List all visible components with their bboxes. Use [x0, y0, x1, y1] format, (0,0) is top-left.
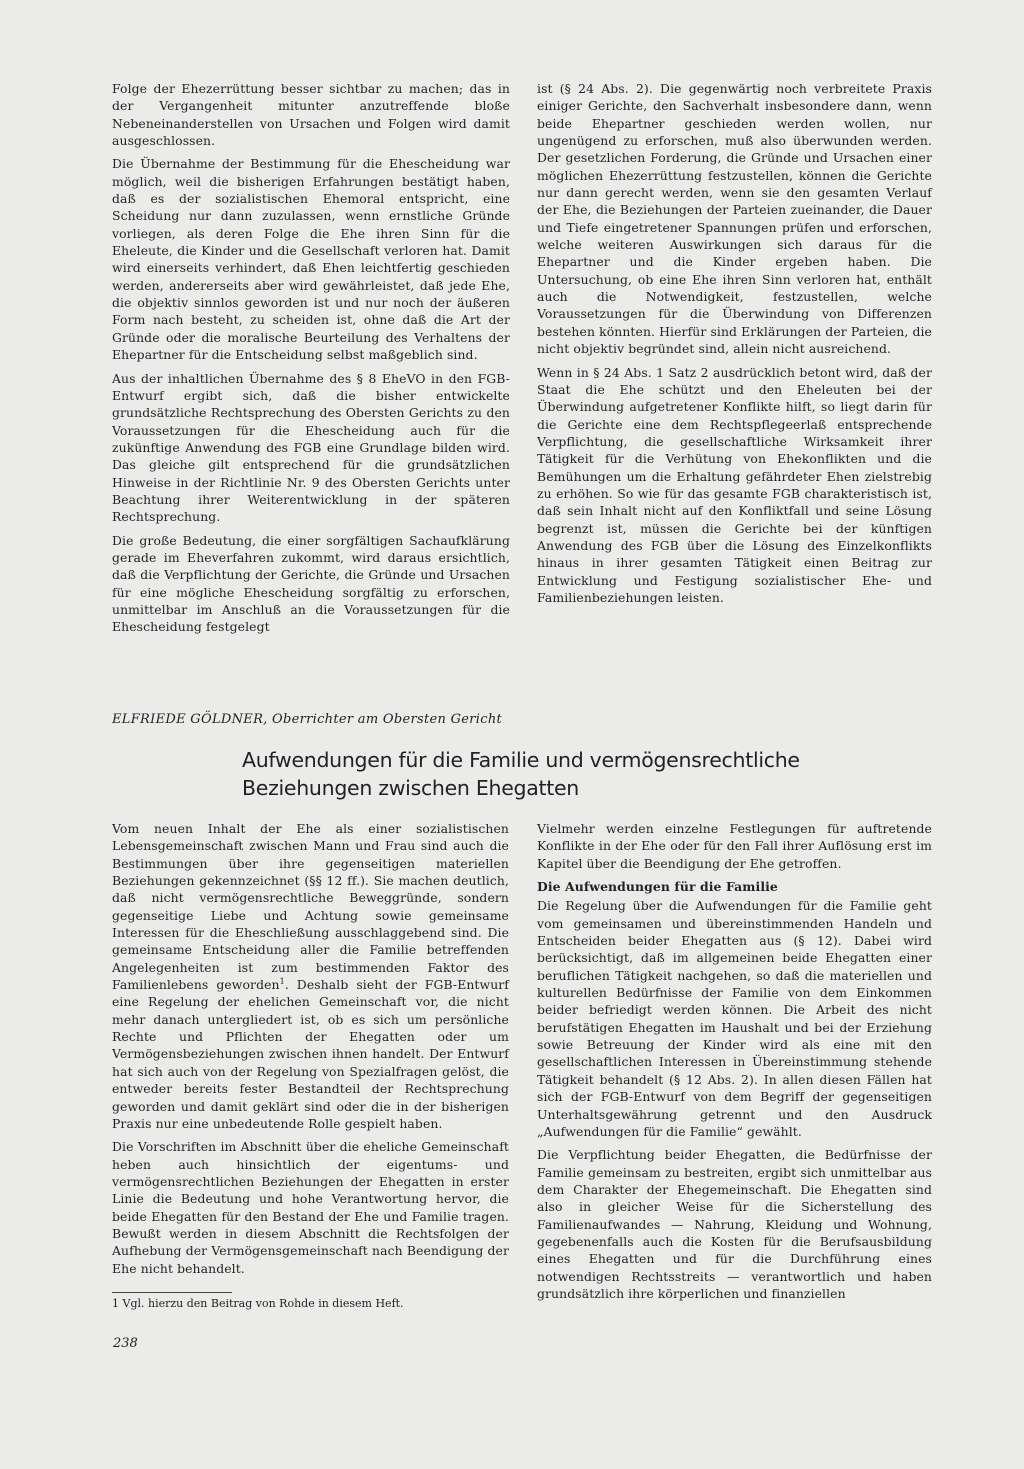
- paragraph-text: Vom neuen Inhalt der Ehe als einer sozialistischen Lebensgemeinschaft zwischen Mann und Frau sind auch die Bestimmungen über ihre gegenseitigen materiellen Beziehungen gekennzeichnet (§§ 12 ff.). Sie machen deutlich, daß nicht vermögensrechtliche Beweggründe, sondern gegenseitige Liebe und Achtung sowie gemeinsame Interessen für die Eheschließung ausschlaggebend sind. Die gemeinsame Entscheidung aller die Familie betreffenden Angelegenheiten ist zum bestimmenden Faktor des Familienlebens geworden: [112, 821, 509, 993]
- paragraph: Aus der inhaltlichen Übernahme des § 8 EheVO in den FGB-Entwurf ergibt sich, daß die bisher entwickelte grundsätzliche Rechtsprechung des Obersten Gerichts zu den Voraussetzungen für die Ehescheidung auch für die zukünftige Anwendung des FGB eine Grundlage bilden wird. Das gleiche gilt entsprechend für die grundsätzlichen Hinweise in der Richtlinie Nr. 9 des Obersten Gerichts unter Beachtung ihrer Weiterentwicklung in der späteren Rechtsprechung.: [112, 370, 510, 525]
- paragraph: Vielmehr werden einzelne Festlegungen für auftretende Konflikte in der Ehe oder für den Fall ihrer Auflösung erst im Kapitel über die Beendigung der Ehe getroffen.: [537, 821, 932, 871]
- paragraph: Die Verpflichtung beider Ehegatten, die Bedürfnisse der Familie gemeinsam zu bestreiten, ergibt sich unmittelbar aus dem Charakter der Ehegemeinschaft. Die Ehegatten sind also in gleicher Weise für die Sicherstellung des Familienaufwandes — Nahrung, Kleidung und Wohnung, gegebenenfalls auch die Kosten für die Berufsausbildung eines Ehegatten und für die Durchführung eines notwendigen Rechtsstreits — verantwortlich und haben grundsätzlich ihre körperlichen und finanziellen: [537, 1147, 932, 1301]
- paragraph: Die Vorschriften im Abschnitt über die eheliche Gemeinschaft heben auch hinsichtlich der eigentums- und vermögensrechtlichen Beziehungen der Ehegatten in erster Linie die Bedeutung und hohe Verantwortung hervor, die beide Ehegatten für den Bestand der Ehe und Familie tragen. Bewußt werden in diesem Abschnitt die Rechtsfolgen der Aufhebung der Vermögensgemeinschaft nach Beendigung der Ehe nicht behandelt.: [112, 1139, 509, 1276]
- bottom-right-column: [537, 820, 932, 1308]
- paragraph-text: . Deshalb sieht der FGB-Entwurf eine Regelung der ehelichen Gemeinschaft vor, die nicht mehr danach untergliedert ist, ob es sich um persönliche Rechte und Pflichten der Ehegatten oder um Vermögensbeziehungen zwischen ihnen handelt. Der Entwurf hat sich auch von der Regelung von Spezialfragen gelöst, die entweder bereits fester Bestandteil der Rechtsprechung geworden und damit geklärt sind oder die in der bisherigen Praxis nur eine unbedeutende Rolle gespielt haben.: [112, 977, 509, 1131]
- paragraph: Die Übernahme der Bestimmung für die Ehescheidung war möglich, weil die bisherigen Erfahrungen bestätigt haben, daß es der sozialistischen Ehemoral entspricht, eine Scheidung nur dann zuzulassen, wenn ernstliche Gründe vorliegen, als deren Folge die Ehe ihren Sinn für die Eheleute, die Kinder und die Gesellschaft verloren hat. Damit wird einerseits verhindert, daß Ehen leichtfertig geschieden werden, andererseits aber wird gewährleistet, daß jede Ehe, die objektiv sinnlos geworden ist und nur noch der äußeren Form nach besteht, zu scheiden ist, ohne daß die Art der Gründe oder die moralische Beurteilung des Verhaltens der Ehepartner für die Entscheidung selbst maßgeblich sind.: [112, 156, 510, 363]
- top-right-column: [537, 80, 932, 612]
- footnote-divider: [112, 1292, 232, 1293]
- paragraph: Die große Bedeutung, die einer sorgfältigen Sachaufklärung gerade im Eheverfahren zukommt, wird daraus ersichtlich, daß die Verpflichtung der Gerichte, die Gründe und Ursachen für eine mögliche Ehescheidung sorgfältig zu erforschen, unmittelbar im Anschluß an die Voraussetzungen für die Ehescheidung festgelegt: [112, 532, 510, 635]
- author-byline: ELFRIEDE GÖLDNER, Oberrichter am Obersten Gericht: [112, 712, 503, 727]
- top-left-column: [112, 80, 510, 642]
- paragraph: Die Regelung über die Aufwendungen für die Familie geht vom gemeinsamen und übereinstimmenden Handeln und Entscheiden beider Ehegatten aus (§ 12). Dabei wird berücksichtigt, daß im allgemeinen beide Ehegatten einer beruflichen Tätigkeit nachgehen, so daß die materiellen und kulturellen Bedürfnisse der Familie von dem Einkommen beider befriedigt werden können. Die Arbeit des nicht berufstätigen Ehegatten im Haushalt und bei der Erziehung sowie Betreuung der Kinder wird als eine mit den gesellschaftlichen Interessen in Übereinstimmung stehende Tätigkeit behandelt (§ 12 Abs. 2). In allen diesen Fällen hat sich der FGB-Entwurf von dem Begriff der gegenseitigen Unterhaltsgewährung getrennt und den Ausdruck „Aufwendungen für die Familie“ gewählt.: [537, 898, 932, 1139]
- article-headline: [242, 746, 882, 802]
- paragraph: Wenn in § 24 Abs. 1 Satz 2 ausdrücklich betont wird, daß der Staat die Ehe schützt und den Eheleuten bei der Überwindung aufgetretener Konflikte hilft, so liegt darin für die Gerichte eine dem Rechtspflegeerlaß entsprechende Verpflichtung, die gesellschaftliche Wirksamkeit ihrer Tätigkeit für die Verhütung von Ehekonflikten und die Bemühungen um die Erhaltung gefährdeter Ehen zielstrebig zu erhöhen. So wie für das gesamte FGB charakteristisch ist, daß sein Inhalt nicht auf den Konfliktfall und seine Lösung begrenzt ist, müssen die Gerichte bei der künftigen Anwendung des FGB über die Lösung des Einzelkonflikts hinaus in ihrer gesamten Tätigkeit einen Beitrag zur Entwicklung und Festigung sozialistischer Ehe- und Familienbeziehungen leisten.: [537, 364, 932, 605]
- headline-line: Beziehungen zwischen Ehegatten: [242, 776, 579, 800]
- paragraph: Folge der Ehezerrüttung besser sichtbar zu machen; das in der Vergangenheit mitunter anzutreffende bloße Nebeneinanderstellen von Ursachen und Folgen wird damit ausgeschlossen.: [112, 81, 510, 149]
- footnote: 1 Vgl. hierzu den Beitrag von Rohde in diesem Heft.: [112, 1297, 404, 1310]
- section-subheading: Die Aufwendungen für die Familie: [537, 879, 778, 895]
- bottom-left-column: [112, 820, 509, 1283]
- footnote-reference: 1: [279, 976, 285, 986]
- page-number: 238: [113, 1336, 138, 1351]
- headline-line: Aufwendungen für die Familie und vermögensrechtliche: [242, 748, 800, 772]
- paragraph: ist (§ 24 Abs. 2). Die gegenwärtig noch verbreitete Praxis einiger Gerichte, den Sachverhalt insbesondere dann, wenn beide Ehepartner geschieden werden wollen, nur ungenügend zu erforschen, muß also überwunden werden. Der gesetzlichen Forderung, die Gründe und Ursachen einer möglichen Ehezerrüttung festzustellen, können die Gerichte nur dann gerecht werden, wenn sie den gesamten Verlauf der Ehe, die Beziehungen der Parteien zueinander, die Dauer und Tiefe eingetretener Spannungen prüfen und erforschen, welche weiteren Auswirkungen sich daraus für die Ehepartner und die Kinder ergeben haben. Die Untersuchung, ob eine Ehe ihren Sinn verloren hat, enthält auch die Notwendigkeit, festzustellen, welche Voraussetzungen für die Überwindung von Differenzen bestehen könnten. Hierfür sind Erklärungen der Parteien, die nicht objektiv begründet sind, allein nicht ausreichend.: [537, 81, 932, 357]
- paragraph: [112, 820, 509, 1132]
